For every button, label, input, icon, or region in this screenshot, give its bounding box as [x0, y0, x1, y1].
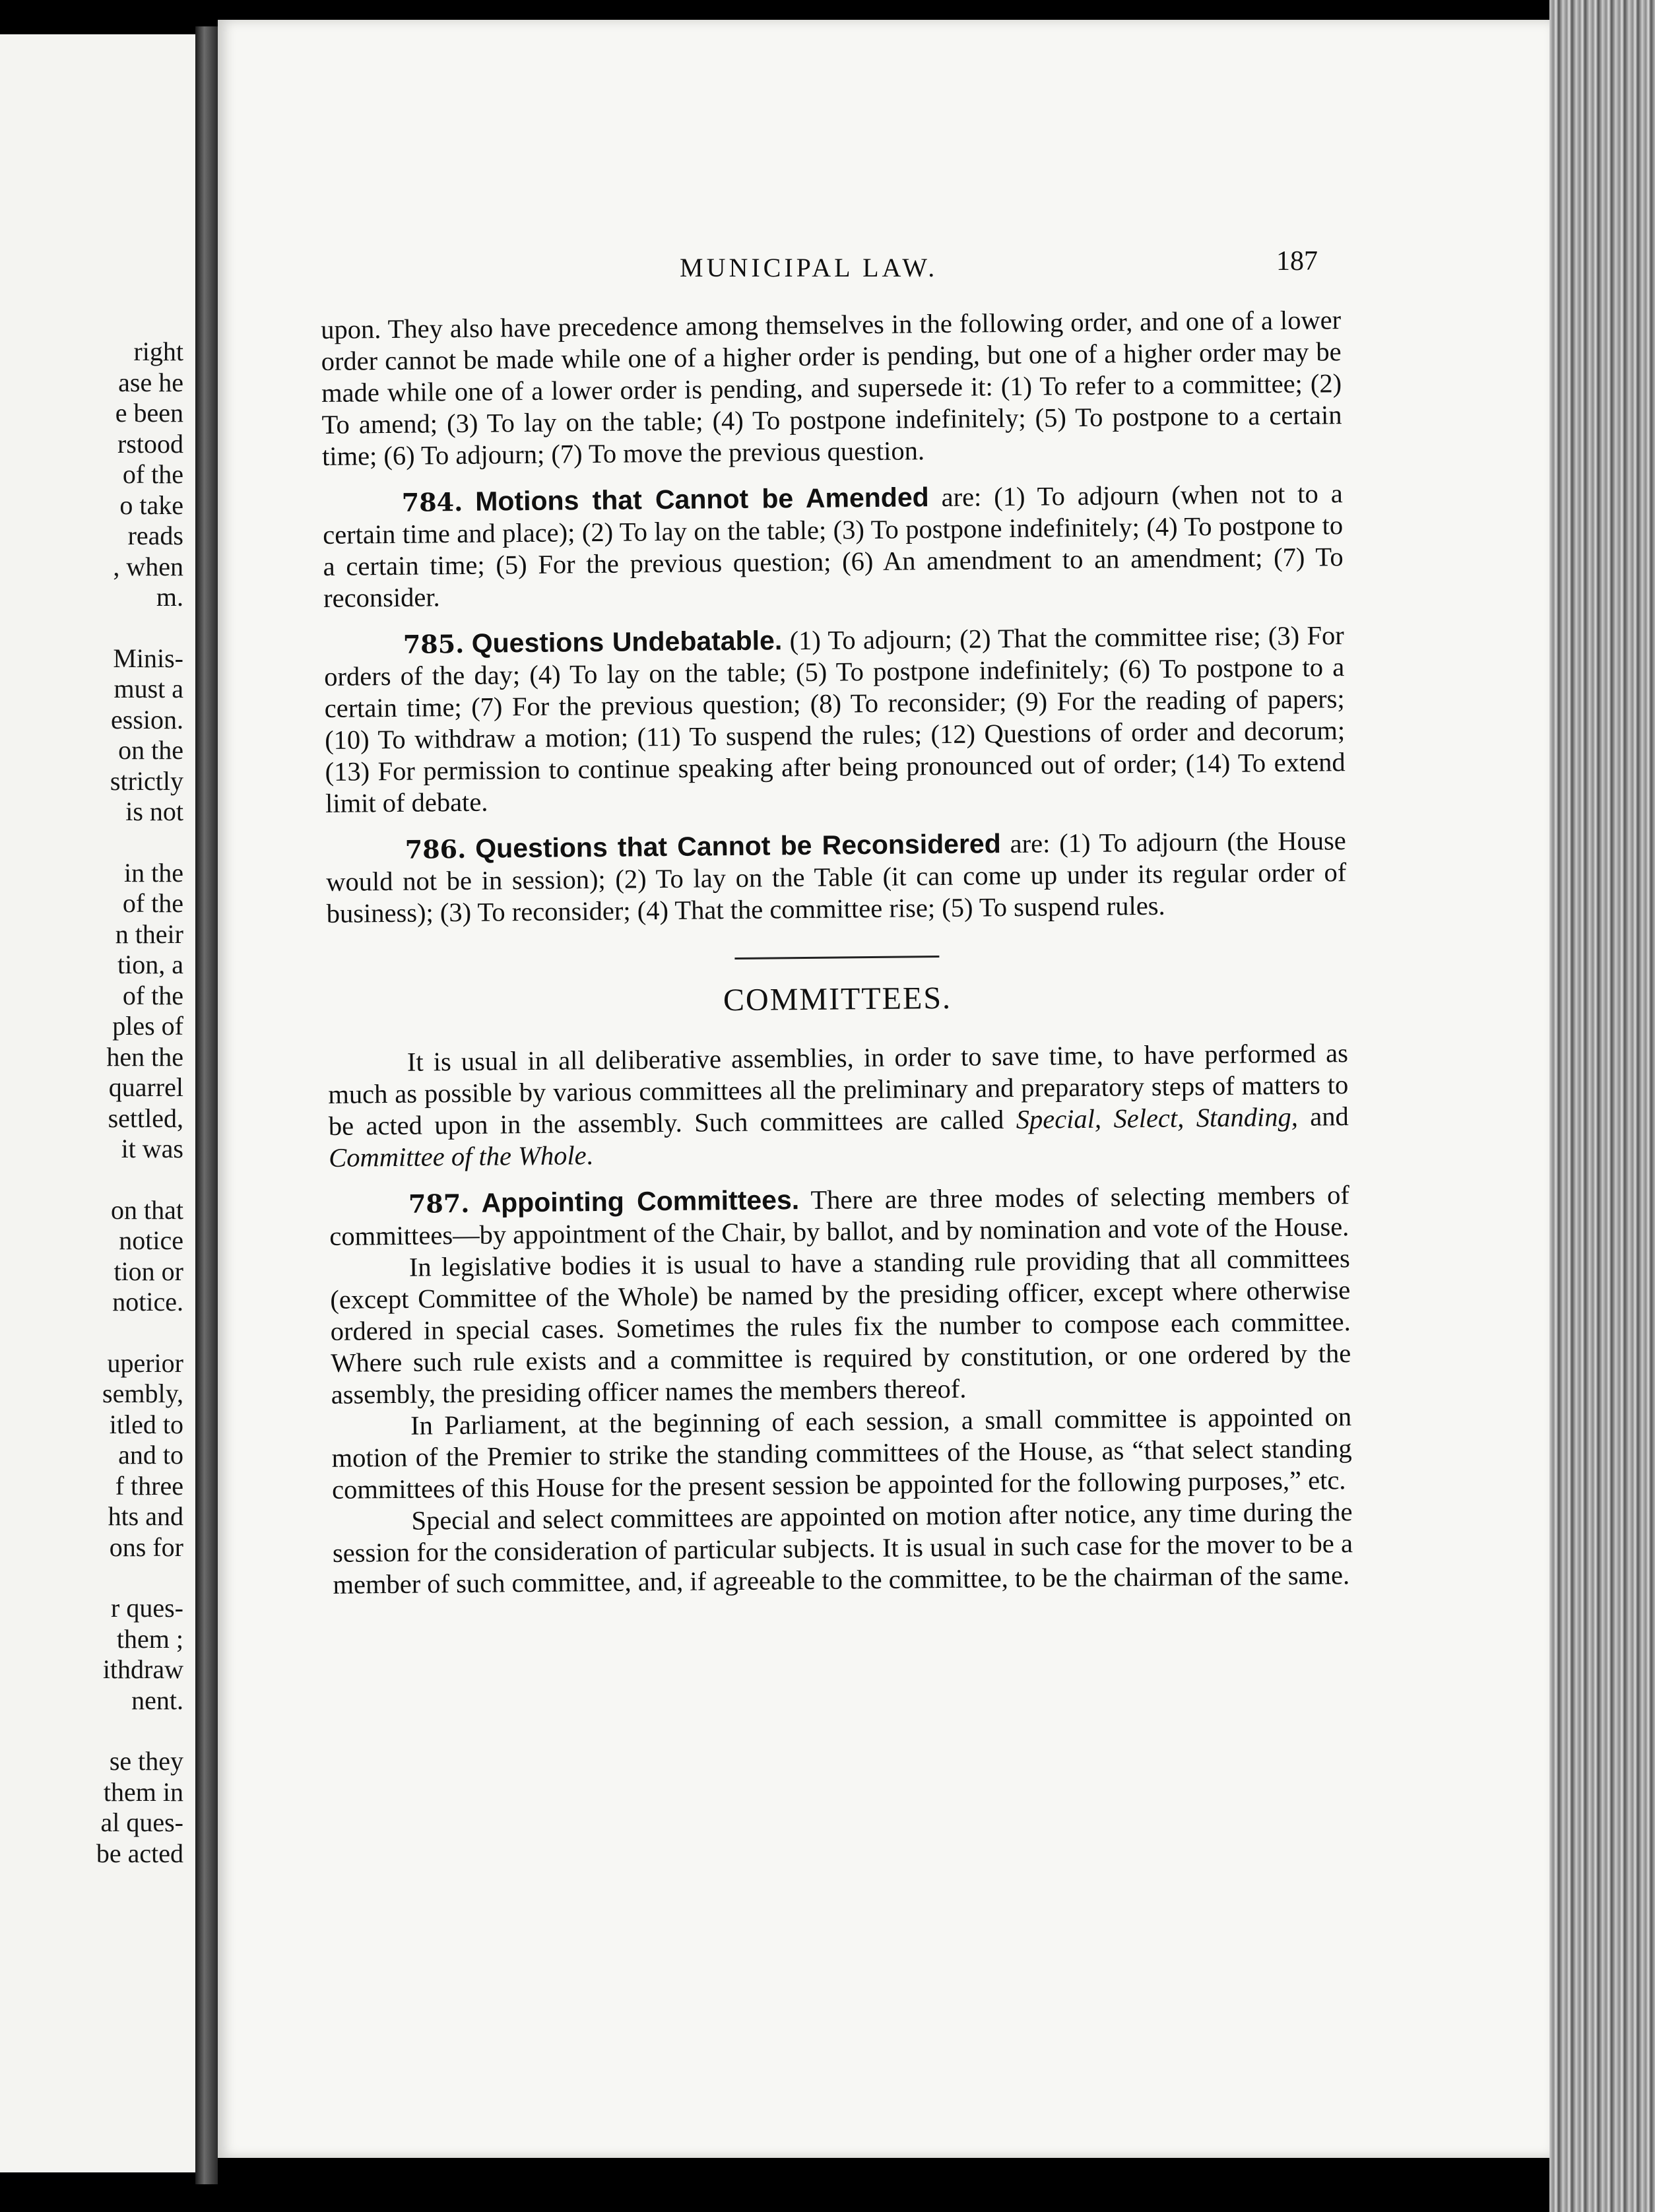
section-number: 784.	[401, 486, 463, 517]
facing-page-line: ons for	[109, 1532, 183, 1562]
running-head: MUNICIPAL LAW.	[680, 253, 938, 282]
committee-types: Special, Select, Standing,	[1016, 1101, 1299, 1134]
facing-page-line: se they	[109, 1746, 183, 1776]
facing-page-line: ithdraw	[102, 1654, 183, 1684]
facing-page-fragment	[0, 34, 199, 2172]
facing-page-line: notice.	[112, 1287, 183, 1317]
facing-page-line: Minis-	[113, 643, 183, 673]
facing-page-line: tion or	[114, 1256, 183, 1286]
section-title: Questions Undebatable.	[471, 625, 783, 659]
facing-page-line: m.	[156, 582, 183, 612]
committees-intro-text: It is usual in all deliberative assemblies, in order to save time, to have performed as much as possible by various committees all the preliminary and preparatory steps of matters to be acted upon in the assembly. Such committees are called	[328, 1038, 1349, 1141]
section-divider	[734, 956, 939, 960]
facing-page-line: ples of	[112, 1011, 183, 1041]
section-number: 785.	[403, 628, 465, 659]
facing-page-line: it was	[121, 1134, 183, 1163]
committee-of-whole: Committee of the Whole	[329, 1140, 587, 1173]
facing-page-line: must a	[114, 674, 183, 703]
facing-page-line: o take	[119, 490, 183, 520]
page-number: 187	[1276, 246, 1318, 276]
facing-page-line: sembly,	[102, 1379, 183, 1408]
facing-page-line: itled to	[109, 1409, 183, 1439]
facing-page-line: n their	[115, 919, 183, 949]
section-784	[323, 477, 1344, 614]
facing-page-line: e been	[115, 398, 183, 428]
section-number: 786.	[405, 833, 467, 864]
facing-page-line: notice	[119, 1225, 183, 1255]
facing-page-line: and to	[118, 1440, 183, 1470]
page-header	[218, 246, 1549, 292]
section-title: Motions that Cannot be Amended	[475, 482, 929, 517]
section-785	[324, 619, 1346, 820]
section-787	[329, 1179, 1350, 1252]
intro-paragraph: upon. They also have precedence among themselves in the following order, and one of a lower order cannot be made while one of a higher order is pending, but one of a higher order may be made while one of a lower order is pending, and supersede it: (1) To refer to a committee; (2) To amend; (3) To lay on the table; (4) To postpone indefinitely; (5) To postpone to a certain time; (6) To adjourn; (7) To move the previous question.	[321, 305, 1342, 471]
facing-page-line: quarrel	[108, 1072, 183, 1102]
facing-page-line: , when	[113, 551, 183, 581]
facing-page-line: them in	[103, 1776, 183, 1807]
facing-page-line: al ques-	[100, 1807, 183, 1837]
section-text: are: (1) To adjourn (when not to a certain time and place); (2) To lay on the table; (3) To postpone indefinitely; (4) To postpone to a certain time; (5) For the previous question; (6) An amendment to an amendment; (7) To reconsider.	[322, 478, 1344, 613]
facing-page-line: right	[133, 337, 183, 366]
parliament-paragraph: In Parliament, at the beginning of each session, a small committee is appointed on motion of the Premier to strike the standing committees of the House, as “that select standing committees of this House for the present session be appointed for the following purposes,” etc.	[331, 1402, 1352, 1505]
committees-heading: COMMITTEES.	[723, 980, 952, 1018]
facing-page-line: nent.	[131, 1685, 183, 1715]
page-body	[321, 304, 1353, 1601]
facing-page-line: strictly	[110, 765, 183, 796]
section-786	[326, 824, 1347, 930]
book-page	[218, 20, 1549, 2158]
facing-page-line: tion, a	[117, 950, 183, 979]
facing-page-line: in the	[124, 857, 183, 888]
facing-page-line: hen the	[106, 1041, 183, 1072]
facing-page-line: on that	[111, 1194, 183, 1225]
facing-page-line: on the	[118, 735, 183, 765]
conjunction: and	[1297, 1101, 1349, 1132]
section-title: Questions that Cannot be Reconsidered	[475, 828, 1001, 864]
facing-page-line: is not	[125, 797, 183, 826]
facing-page-line: f three	[115, 1470, 183, 1501]
facing-page-line: settled,	[108, 1103, 183, 1133]
facing-page-line: of the	[122, 459, 183, 489]
committees-intro-paragraph	[328, 1037, 1349, 1174]
facing-page-line: r ques-	[111, 1593, 183, 1623]
section-text: There are three modes of selecting members of committees—by appointment of the Chair, by ballot, and by nomination and vote of the House.	[329, 1180, 1350, 1251]
book-gutter	[195, 26, 218, 2184]
facing-page-line: rstood	[117, 428, 183, 459]
facing-page-line: of the	[122, 888, 183, 918]
section-text: are: (1) To adjourn (the House would not be in session); (2) To lay on the Table (it can come up under its regular order of business); (3) To reconsider; (4) That the committee rise; (5) To suspend rules.	[326, 826, 1347, 928]
legislative-paragraph: In legislative bodies it is usual to have a standing rule providing that all committees (except Committee of the Whole) be named by the presiding officer, except where otherwise ordered in special cases. Sometimes the rules fix the number to compose each committee. Where such rule exists and a committee is required by constitution, or one ordered by the assembly, the presiding officer names the members thereof.	[330, 1243, 1351, 1410]
facing-page-line: uperior	[107, 1348, 183, 1378]
facing-page-line: them ;	[116, 1623, 183, 1654]
facing-page-line: be acted	[96, 1838, 183, 1868]
section-number: 787.	[408, 1188, 470, 1219]
section-title: Appointing Committees.	[481, 1185, 800, 1218]
facing-page-line: hts and	[108, 1501, 183, 1531]
page-edges	[1549, 0, 1655, 2212]
facing-page-line: ession.	[111, 704, 183, 734]
special-committees-paragraph: Special and select committees are appointed on motion after notice, any time during the session for the consideration of particular subjects. It is usual in such case for the mover to be a member of such committee, and, if agreeable to the committee, to be the chairman of the same.	[332, 1497, 1353, 1600]
facing-page-line: of the	[122, 980, 183, 1010]
period: .	[586, 1140, 593, 1171]
facing-page-line: ase he	[118, 367, 183, 397]
section-text: (1) To adjourn; (2) That the committee rise; (3) For orders of the day; (4) To lay on the table; (5) To postpone indefinitely; (6) To postpone to a certain time; (7) For the previous question; (8) To reconsider; (9) For the reading of papers; (10) To withdraw a motion; (11) To suspend the rules; (12) Questions of order and decorum; (13) For permission to continue speaking after being pronounced out of order; (14) To extend limit of debate.	[324, 620, 1346, 818]
facing-page-line: reads	[127, 521, 183, 550]
